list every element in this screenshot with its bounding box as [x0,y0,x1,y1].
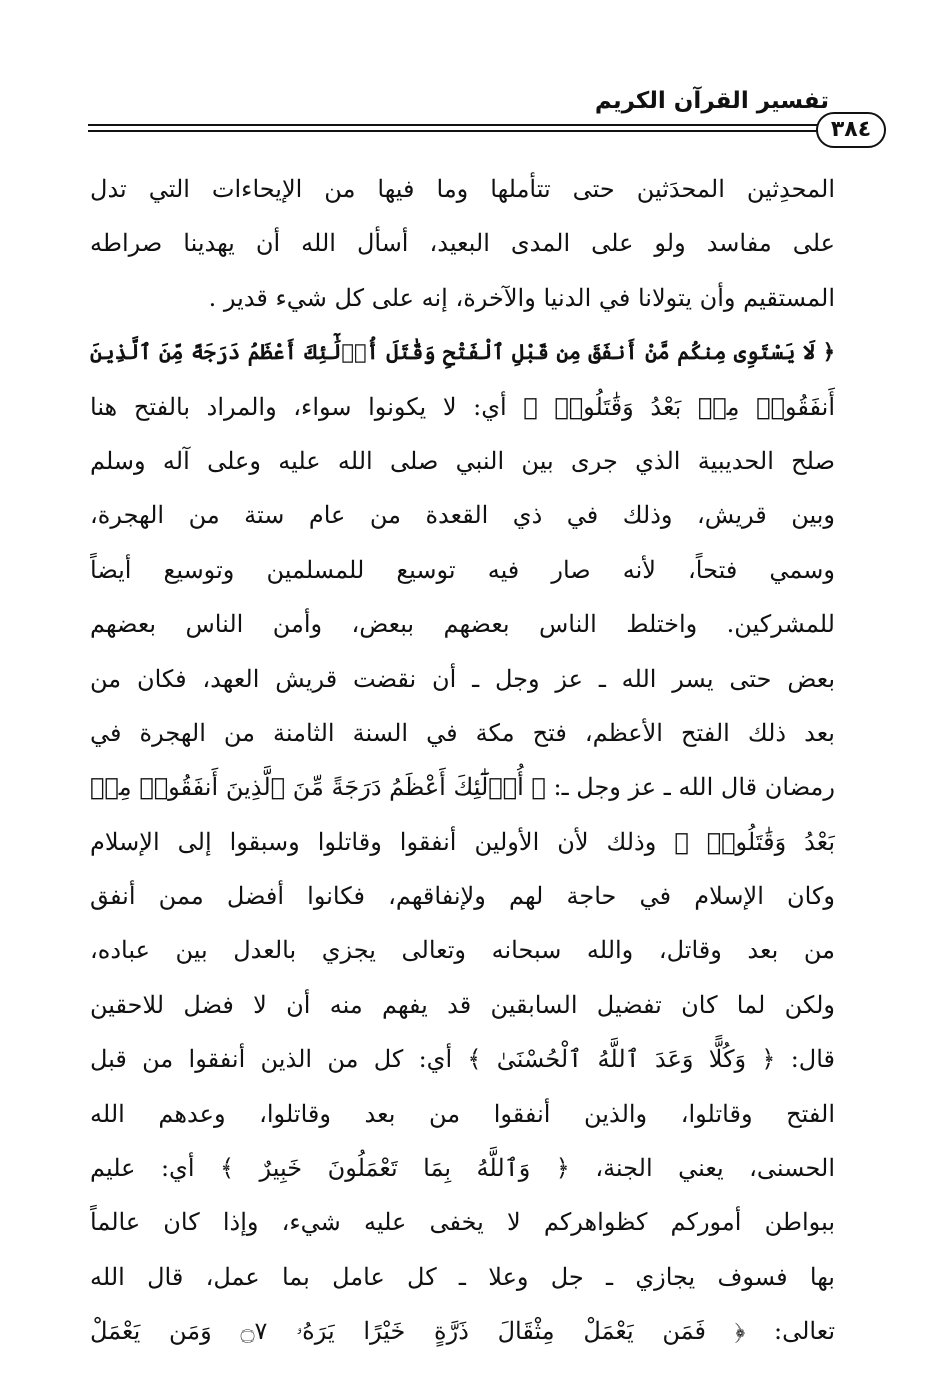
text-line: ببواطن أموركم كظواهركم لا يخفى عليه شيء، وإذا كان عالماً [90,1208,835,1237]
text-line: المستقيم وأن يتولانا في الدنيا والآخرة، إنه على كل شيء قدير . [208,283,835,312]
text-line: تعالى: ﴿ فَمَن يَعْمَلْ مِثْقَالَ ذَرَّةٍ خَيْرًا يَرَهُۥ ۝٧ وَمَن يَعْمَلْ [90,1317,835,1346]
text-line: أَنفَقُوا۟ مِنۢ بَعْدُ وَقَٰتَلُوا۟ ﴾ أي: لا يكونوا سواء، والمراد بالفتح هنا [90,392,835,421]
text-line: رمضان قال الله ـ عز وجل ـ: ﴿ أُو۟لَٰٓئِكَ أَعْظَمُ دَرَجَةً مِّنَ ٱلَّذِينَ أَنفَقُوا۟ مِنۢ [90,773,835,802]
text-line: وكان الإسلام في حاجة لهم ولإنفاقهم، فكانوا أفضل ممن أنفق [90,882,835,911]
text-line: الحسنى، يعني الجنة، ﴿ وَٱللَّهُ بِمَا تَعْمَلُونَ خَبِيرٌ ﴾ أي: عليم [90,1154,835,1183]
text-line: صلح الحديبية الذي جرى بين النبي صلى الله عليه وعلى آله وسلم [90,446,835,475]
text-line: ولكن لما كان تفضيل السابقين قد يفهم منه أن لا فضل للاحقين [90,990,835,1019]
text-line: قال: ﴿ وَكُلًّا وَعَدَ ٱللَّهُ ٱلْحُسْنَىٰ ﴾ أي: كل من الذين أنفقوا من قبل [90,1045,835,1074]
text-line: وسمي فتحاً، لأنه صار فيه توسيع للمسلمين وتوسيع أيضاً [90,555,835,584]
quran-verse-line: ﴿ لَا يَسْتَوِى مِنكُم مَّنْ أَنفَقَ مِن قَبْلِ ٱلْفَتْحِ وَقَٰتَلَ أُو۟لَٰٓئِكَ أَعْظَمُ دَرَجَةً مِّنَ ٱلَّذِينَ [90,339,835,365]
text-line: للمشركين. واختلط الناس بعضهم ببعض، وأمن الناس بعضهم [90,610,835,639]
text-line: بها فسوف يجازي ـ جل وعلا ـ كل عامل بما عمل، قال الله [90,1262,835,1291]
text-line: وبين قريش، وذلك في ذي القعدة من عام ستة من الهجرة، [90,501,835,530]
header-rule-top [88,124,830,126]
page-number-badge: ٣٨٤ [816,112,886,148]
text-line: المحدِثين المحدَثين حتى تتأملها وما فيها من الإيحاءات التي تدل [90,175,835,203]
text-line: الفتح وقاتلوا، والذين أنفقوا من بعد وقاتلوا، وعدهم الله [90,1099,835,1128]
text-line: بعد ذلك الفتح الأعظم، فتح مكة في السنة الثامنة من الهجرة في [90,718,835,747]
tafsir-body-text [90,162,835,1359]
text-line: على مفاسد ولو على المدى البعيد، أسأل الله أن يهدينا صراطه [90,229,835,258]
running-header-title: تفسير القرآن الكريم [594,88,829,114]
text-line: بَعْدُ وَقَٰتَلُوا۟ ﴾ وذلك لأن الأولين أنفقوا وقاتلوا وسبقوا إلى الإسلام [90,827,835,856]
header-rule-bottom [88,130,830,132]
text-line: بعض حتى يسر الله ـ عز وجل ـ أن نقضت قريش العهد، فكان من [90,664,835,693]
text-line: من بعد وقاتل، والله سبحانه وتعالى يجزي بالعدل بين عباده، [90,936,835,965]
